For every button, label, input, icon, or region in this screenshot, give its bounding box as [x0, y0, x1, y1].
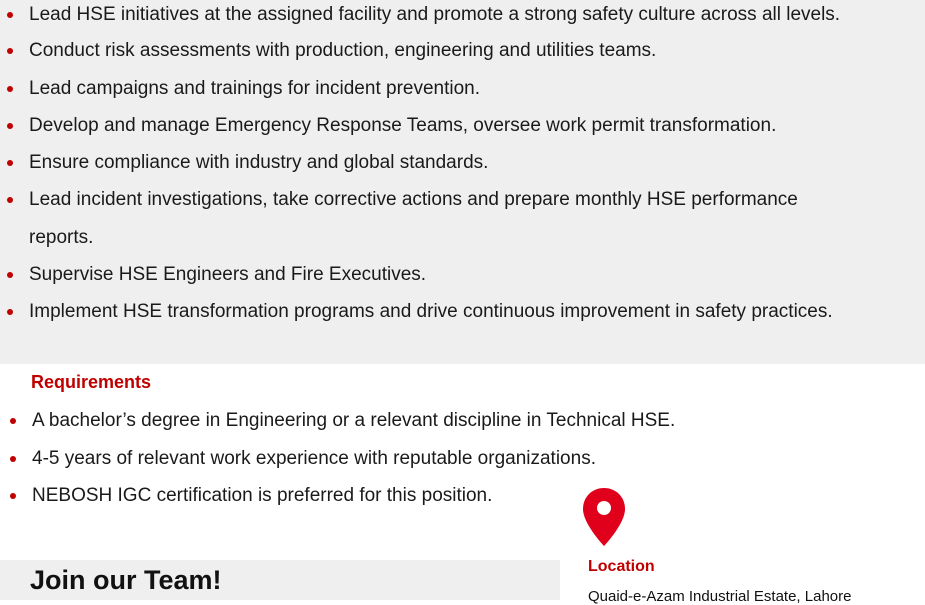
list-item: 4-5 years of relevant work experience with reputable organizations.: [32, 448, 596, 469]
list-item: Lead HSE initiatives at the assigned facility and promote a strong safety culture across all levels.: [29, 4, 841, 25]
list-item-continuation: reports.: [29, 227, 94, 248]
bullet-dot-icon: [7, 86, 13, 92]
list-item: Supervise HSE Engineers and Fire Executives.: [29, 264, 427, 285]
bullet-dot-icon: [10, 418, 16, 424]
list-item: Lead campaigns and trainings for incident prevention.: [29, 78, 481, 99]
location-address: Quaid-e-Azam Industrial Estate, Lahore: [588, 588, 852, 605]
list-item: Ensure compliance with industry and global standards.: [29, 152, 489, 173]
list-item: A bachelor’s degree in Engineering or a relevant discipline in Technical HSE.: [32, 410, 676, 431]
location-heading: Location: [588, 558, 655, 575]
requirements-heading: Requirements: [31, 372, 152, 392]
bullet-dot-icon: [7, 12, 13, 18]
bullet-dot-icon: [7, 197, 13, 203]
list-item: NEBOSH IGC certification is preferred for this position.: [32, 485, 493, 506]
bullet-dot-icon: [7, 272, 13, 278]
bullet-dot-icon: [7, 48, 13, 54]
join-heading: Join our Team!: [30, 565, 222, 595]
bullet-dot-icon: [7, 309, 13, 315]
bullet-dot-icon: [10, 456, 16, 462]
list-item: Conduct risk assessments with production, engineering and utilities teams.: [29, 40, 657, 61]
location-pin-icon: [581, 486, 627, 548]
list-item: Develop and manage Emergency Response Teams, oversee work permit transformation.: [29, 115, 777, 136]
bullet-dot-icon: [7, 123, 13, 129]
list-item: Lead incident investigations, take corrective actions and prepare monthly HSE performance: [29, 189, 798, 210]
list-item: Implement HSE transformation programs and drive continuous improvement in safety practices.: [29, 301, 833, 322]
bullet-dot-icon: [10, 493, 16, 499]
bullet-dot-icon: [7, 160, 13, 166]
